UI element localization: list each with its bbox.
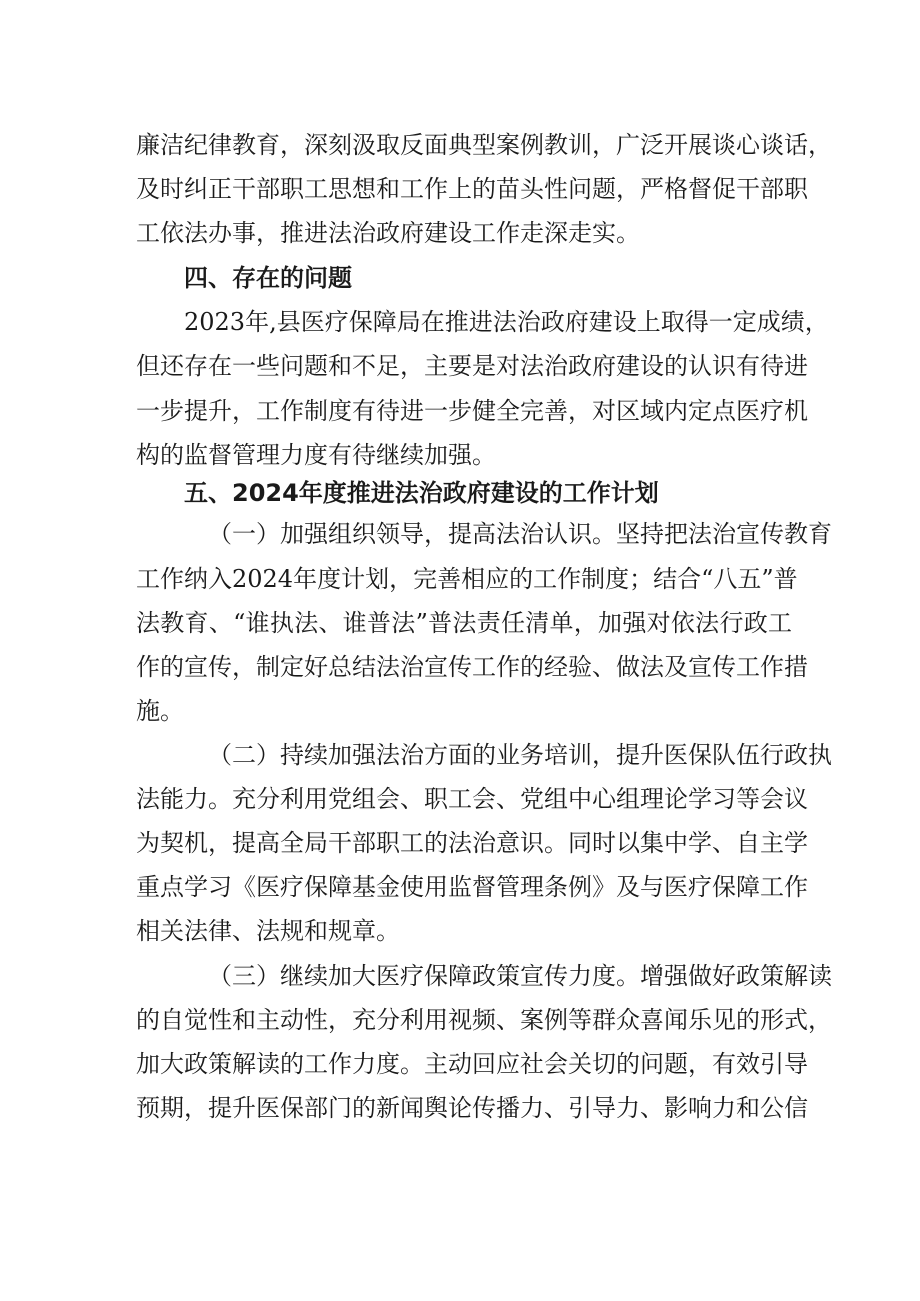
paragraph-line: 但还存在一些问题和不足，主要是对法治政府建设的认识有待进 [136, 352, 808, 380]
paragraph-line: 加大政策解读的工作力度。主动回应社会关切的问题，有效引导 [136, 1050, 808, 1078]
section-heading-4: 四、存在的问题 [184, 264, 352, 292]
paragraph-line: （三）继续加大医疗保障政策宣传力度。增强做好政策解读 [208, 962, 832, 990]
paragraph-line: 构的监督管理力度有待继续加强。 [136, 441, 496, 469]
paragraph-line: （一）加强组织领导，提高法治认识。坚持把法治宣传教育 [208, 520, 832, 548]
paragraph-line: 法教育、“谁执法、谁普法”普法责任清单，加强对依法行政工 [136, 609, 792, 637]
paragraph-line: 2023年,县医疗保障局在推进法治政府建设上取得一定成绩， [184, 308, 829, 336]
paragraph-line: 为契机，提高全局干部职工的法治意识。同时以集中学、自主学 [136, 829, 808, 857]
paragraph-line: 及时纠正干部职工思想和工作上的苗头性问题，严格督促干部职 [136, 175, 808, 203]
paragraph-line: 作的宣传，制定好总结法治宣传工作的经验、做法及宣传工作措 [136, 653, 808, 681]
paragraph-line: 的自觉性和主动性，充分利用视频、案例等群众喜闻乐见的形式， [136, 1006, 832, 1034]
paragraph-line: 工作纳入2024年度计划，完善相应的工作制度；结合“八五”普 [136, 565, 798, 593]
paragraph-line: 工依法办事，推进法治政府建设工作走深走实。 [136, 219, 640, 247]
paragraph-line: 施。 [136, 697, 184, 725]
paragraph-line: （二）持续加强法治方面的业务培训，提升医保队伍行政执 [208, 741, 832, 769]
paragraph-line: 一步提升，工作制度有待进一步健全完善，对区域内定点医疗机 [136, 397, 808, 425]
section-heading-5: 五、2024年度推进法治政府建设的工作计划 [184, 479, 659, 507]
paragraph-line: 法能力。充分利用党组会、职工会、党组中心组理论学习等会议 [136, 785, 808, 813]
paragraph-line: 廉洁纪律教育，深刻汲取反面典型案例教训，广泛开展谈心谈话， [136, 131, 832, 159]
paragraph-line: 预期，提升医保部门的新闻舆论传播力、引导力、影响力和公信 [136, 1094, 808, 1122]
paragraph-line: 相关法律、法规和规章。 [136, 917, 400, 945]
paragraph-line: 重点学习《医疗保障基金使用监督管理条例》及与医疗保障工作 [136, 873, 808, 901]
